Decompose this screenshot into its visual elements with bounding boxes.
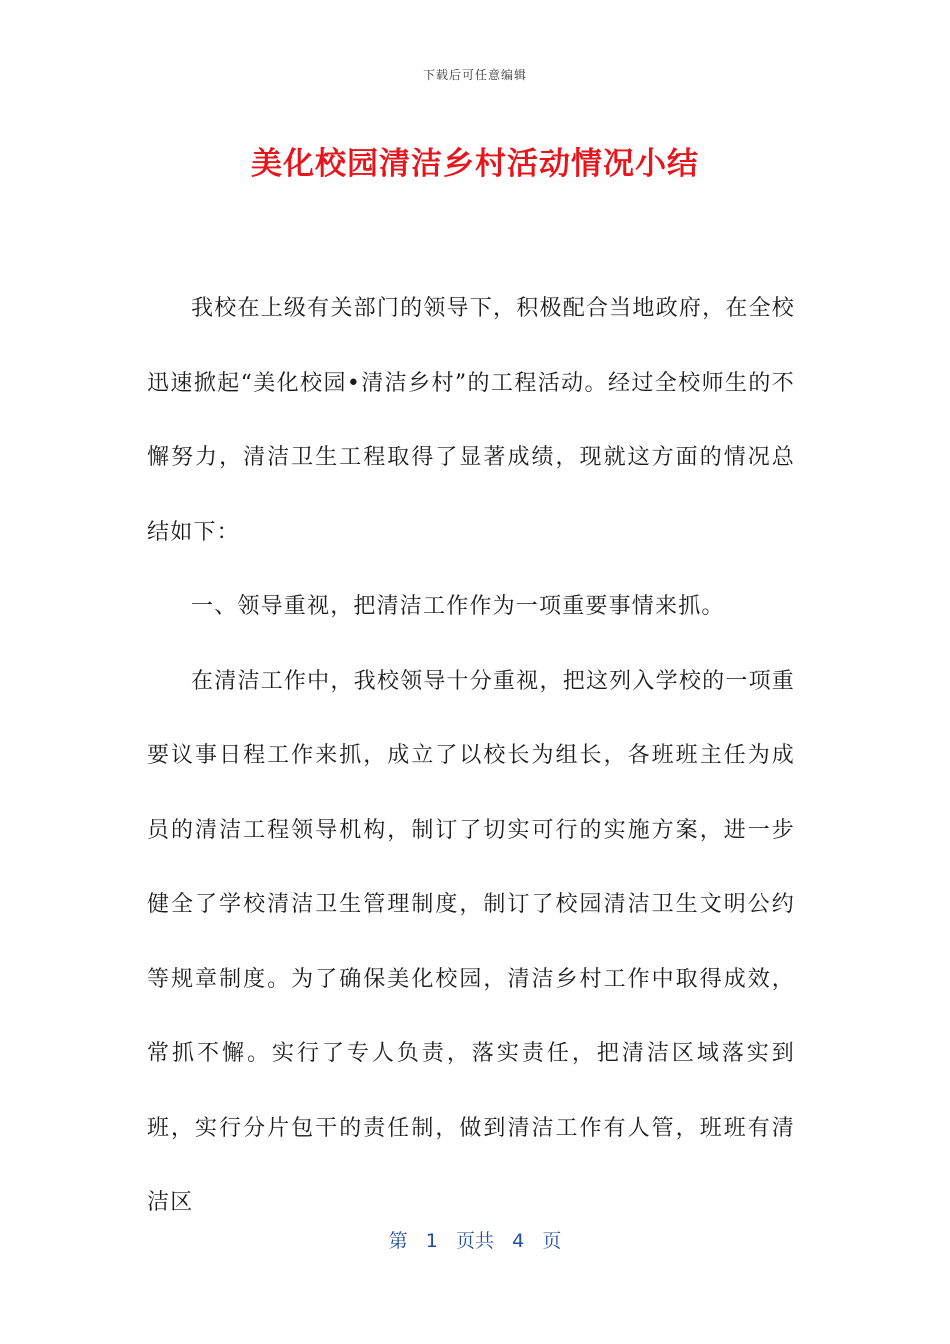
footer-current-page: 1 [425, 1230, 438, 1252]
header-note: 下载后可任意编辑 [422, 68, 527, 82]
footer-total-pages: 4 [512, 1230, 525, 1252]
document-body [147, 272, 795, 1241]
page-footer [0, 1226, 950, 1253]
document-title: 美化校园清洁乡村活动情况小结 [251, 146, 699, 182]
footer-middle: 页共 [455, 1230, 494, 1252]
paragraph-section-heading: 一、领导重视，把清洁工作作为一项重要事情来抓。 [191, 594, 725, 619]
paragraph-leadership: 在清洁工作中，我校领导十分重视，把这列入学校的一项重要议事日程工作来抓，成立了以校长为组长，各班班主任为成员的清洁工程领导机构，制订了切实可行的实施方案，进一步健全了学校清洁卫生管理制度，制订了校园清洁卫生文明公约等规章制度。为了确保美化校园，清洁乡村工作中取得成效，常抓不懈。实行了专人负责，落实责任，把清洁区域落实到班，实行分片包干的责任制，做到清洁工作有人管，班班有清洁区 [147, 668, 795, 1215]
footer-prefix: 第 [388, 1230, 408, 1252]
paragraph-intro: 我校在上级有关部门的领导下，积极配合当地政府，在全校迅速掀起“美化校园•清洁乡村”的工程活动。经过全校师生的不懈努力，清洁卫生工程取得了显著成绩，现就这方面的情况总结如下： [147, 296, 795, 545]
footer-suffix: 页 [542, 1230, 562, 1252]
